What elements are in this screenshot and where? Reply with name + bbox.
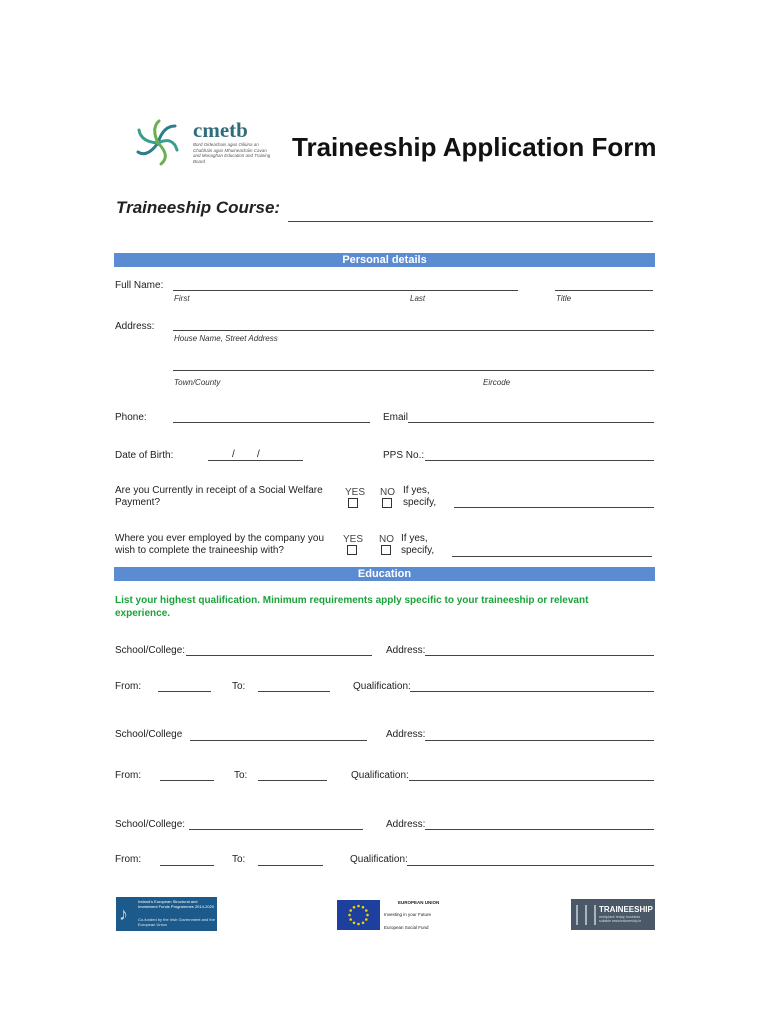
dob-separators: / / bbox=[232, 449, 260, 460]
full-name-label: Full Name: bbox=[115, 280, 164, 291]
eu-flag-logo bbox=[337, 900, 380, 930]
address3-label: Address: bbox=[386, 819, 426, 830]
to3-label: To: bbox=[232, 854, 246, 865]
page-title: Traineeship Application Form bbox=[292, 132, 657, 162]
employed-yes-label: YES bbox=[343, 534, 364, 545]
to3-field[interactable] bbox=[258, 865, 323, 866]
address2-field[interactable] bbox=[425, 740, 654, 741]
eu-title: EUROPEAN UNION bbox=[398, 900, 440, 905]
qualification2-field[interactable] bbox=[409, 780, 654, 781]
school1-field[interactable] bbox=[186, 655, 372, 656]
course-field[interactable] bbox=[288, 221, 653, 222]
to2-label: To: bbox=[234, 770, 248, 781]
eircode-sublabel: Eircode bbox=[483, 378, 511, 387]
welfare-yes-label: YES bbox=[345, 487, 366, 498]
from3-field[interactable] bbox=[160, 865, 214, 866]
qualification3-label: Qualification: bbox=[350, 854, 408, 865]
from2-label: From: bbox=[115, 770, 142, 781]
qualification3-field[interactable] bbox=[407, 865, 654, 866]
employed-no-checkbox[interactable] bbox=[381, 545, 391, 555]
first-sublabel: First bbox=[174, 294, 190, 303]
from1-field[interactable] bbox=[158, 691, 211, 692]
address-line2-field[interactable] bbox=[173, 370, 654, 371]
title-field[interactable] bbox=[555, 290, 653, 291]
welfare-no-checkbox[interactable] bbox=[382, 498, 392, 508]
education-header: Education bbox=[114, 567, 655, 581]
address1-field[interactable] bbox=[425, 655, 654, 656]
esif-text: Ireland's European Structural and Investment Funds Programmes 2014-2020 bbox=[138, 899, 215, 909]
school3-field[interactable] bbox=[189, 829, 363, 830]
house-sublabel: House Name, Street Address bbox=[174, 334, 278, 343]
dob-field[interactable] bbox=[208, 460, 303, 461]
employed-no-label: NO bbox=[379, 534, 394, 545]
last-sublabel: Last bbox=[410, 294, 426, 303]
from3-label: From: bbox=[115, 854, 142, 865]
traineeship-logo bbox=[571, 899, 655, 930]
harp-icon: ♪ bbox=[119, 904, 128, 924]
phone-field[interactable] bbox=[173, 422, 370, 423]
phone-label: Phone: bbox=[115, 412, 147, 423]
email-field[interactable] bbox=[408, 422, 654, 423]
school3-label: School/College: bbox=[115, 819, 186, 830]
eu-stars-icon bbox=[337, 900, 380, 930]
cmetb-logo bbox=[133, 118, 283, 168]
employed-if-yes-label: If yes, specify, bbox=[401, 533, 435, 556]
traineeship-sub-text: workplace ready, business suitable www.traineeship.ie bbox=[599, 915, 642, 923]
eu-line1: Investing in your Future bbox=[384, 912, 432, 917]
pps-label: PPS No.: bbox=[383, 450, 425, 461]
title-sublabel: Title bbox=[556, 294, 572, 303]
pps-field[interactable] bbox=[425, 460, 654, 461]
qualification2-label: Qualification: bbox=[351, 770, 409, 781]
qualification1-label: Qualification: bbox=[353, 681, 411, 692]
welfare-if-yes-label: If yes, specify, bbox=[403, 485, 437, 508]
email-label: Email bbox=[383, 412, 409, 423]
to2-field[interactable] bbox=[258, 780, 327, 781]
qualification1-field[interactable] bbox=[410, 691, 654, 692]
traineeship-logo-text: TRAINEESHIP bbox=[599, 905, 653, 914]
welfare-specify-field[interactable] bbox=[454, 507, 654, 508]
traineeship-pillars-icon bbox=[576, 905, 596, 925]
address1-label: Address: bbox=[386, 645, 426, 656]
from2-field[interactable] bbox=[160, 780, 214, 781]
school2-field[interactable] bbox=[190, 740, 367, 741]
personal-details-header: Personal details bbox=[114, 253, 655, 267]
welfare-yes-checkbox[interactable] bbox=[348, 498, 358, 508]
dob-label: Date of Birth: bbox=[115, 450, 174, 461]
logo-subtext: Bord Oideachais agus Oiliúna an Chabháin agus Mhuineacháin Cavan and Monaghan Education and Training Board bbox=[193, 142, 271, 164]
from1-label: From: bbox=[115, 681, 142, 692]
eu-line2: European Social Fund bbox=[384, 925, 429, 930]
swirl-icon bbox=[133, 118, 183, 168]
logo-text: cmetb bbox=[193, 118, 248, 142]
address2-label: Address: bbox=[386, 729, 426, 740]
full-name-field[interactable] bbox=[173, 290, 518, 291]
school2-label: School/College bbox=[115, 729, 183, 740]
course-label: Traineeship Course: bbox=[116, 198, 281, 217]
address-line1-field[interactable] bbox=[173, 330, 654, 331]
address3-field[interactable] bbox=[425, 829, 654, 830]
employed-yes-checkbox[interactable] bbox=[347, 545, 357, 555]
employed-question: Where you ever employed by the company you wish to complete the traineeship with? bbox=[115, 533, 324, 556]
esif-cofund-text: Co-funded by the Irish Government and the European Union bbox=[138, 917, 215, 927]
employed-specify-field[interactable] bbox=[452, 556, 652, 557]
school1-label: School/College: bbox=[115, 645, 186, 656]
address-label: Address: bbox=[115, 321, 155, 332]
welfare-question: Are you Currently in receipt of a Social Welfare Payment? bbox=[115, 485, 323, 508]
esif-logo bbox=[116, 897, 217, 931]
qualification-note: List your highest qualification. Minimum requirements apply specific to your traineeship or relevant experience. bbox=[115, 595, 589, 619]
to1-label: To: bbox=[232, 681, 246, 692]
to1-field[interactable] bbox=[258, 691, 330, 692]
town-sublabel: Town/County bbox=[174, 378, 221, 387]
welfare-no-label: NO bbox=[380, 487, 395, 498]
